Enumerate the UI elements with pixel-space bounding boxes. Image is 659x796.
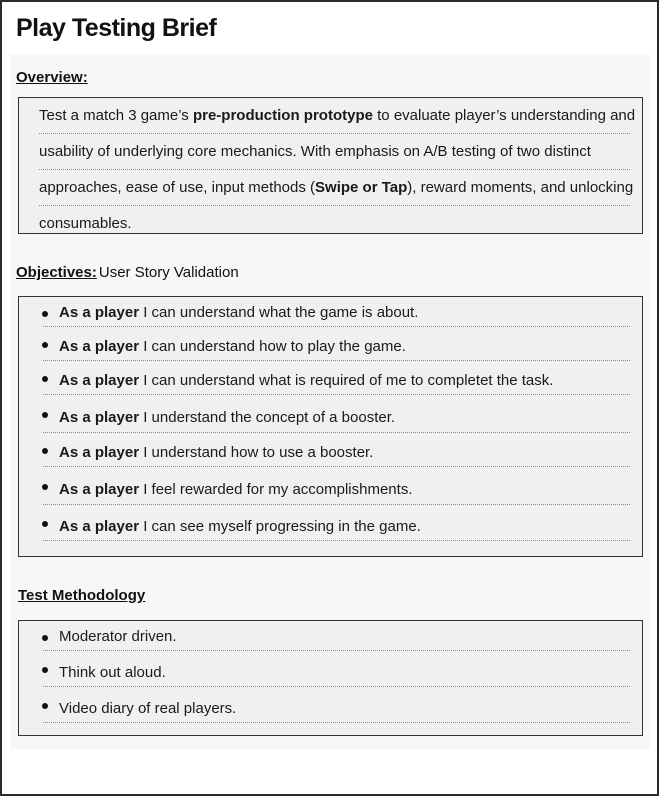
- list-item: As a player I can understand what the game is about.: [43, 299, 630, 327]
- bullet-icon: [42, 448, 48, 454]
- overview-box: [18, 97, 643, 234]
- overview-line: usability of underlying core mechanics. With emphasis on A/B testing of two distinct: [39, 134, 630, 170]
- list-item: As a player I understand the concept of a booster.: [43, 395, 630, 433]
- objectives-heading: Objectives: User Story Validation: [16, 264, 239, 281]
- overview-line: consumables.: [39, 215, 132, 232]
- methodology-box: [18, 620, 643, 736]
- list-item: As a player I can understand what is required of me to completet the task.: [43, 361, 630, 395]
- objectives-box: [18, 296, 643, 557]
- bullet-icon: [42, 376, 48, 382]
- overview-line: approaches, ease of use, input methods (Swipe or Tap), reward moments, and unlocking: [39, 170, 630, 206]
- list-item: Video diary of real players.: [43, 687, 630, 723]
- page-title: Play Testing Brief: [16, 14, 217, 42]
- bullet-icon: [42, 484, 48, 490]
- bullet-icon: [42, 635, 48, 641]
- overview-line: Test a match 3 game’s pre-production prototype to evaluate player’s understanding and: [39, 98, 630, 134]
- list-item: As a player I can understand how to play the game.: [43, 327, 630, 361]
- bullet-icon: [42, 412, 48, 418]
- bullet-icon: [42, 311, 48, 317]
- list-item: Moderator driven.: [43, 623, 630, 651]
- bullet-icon: [42, 342, 48, 348]
- list-item: As a player I can see myself progressing in the game.: [43, 505, 630, 541]
- bullet-icon: [42, 521, 48, 527]
- list-item: As a player I understand how to use a booster.: [43, 433, 630, 467]
- list-item: Think out aloud.: [43, 651, 630, 687]
- methodology-heading: Test Methodology: [18, 587, 146, 604]
- objectives-subheading: User Story Validation: [98, 264, 239, 281]
- bullet-icon: [42, 703, 48, 709]
- overview-heading: Overview:: [16, 69, 88, 86]
- bullet-icon: [42, 667, 48, 673]
- list-item: As a player I feel rewarded for my accomplishments.: [43, 467, 630, 505]
